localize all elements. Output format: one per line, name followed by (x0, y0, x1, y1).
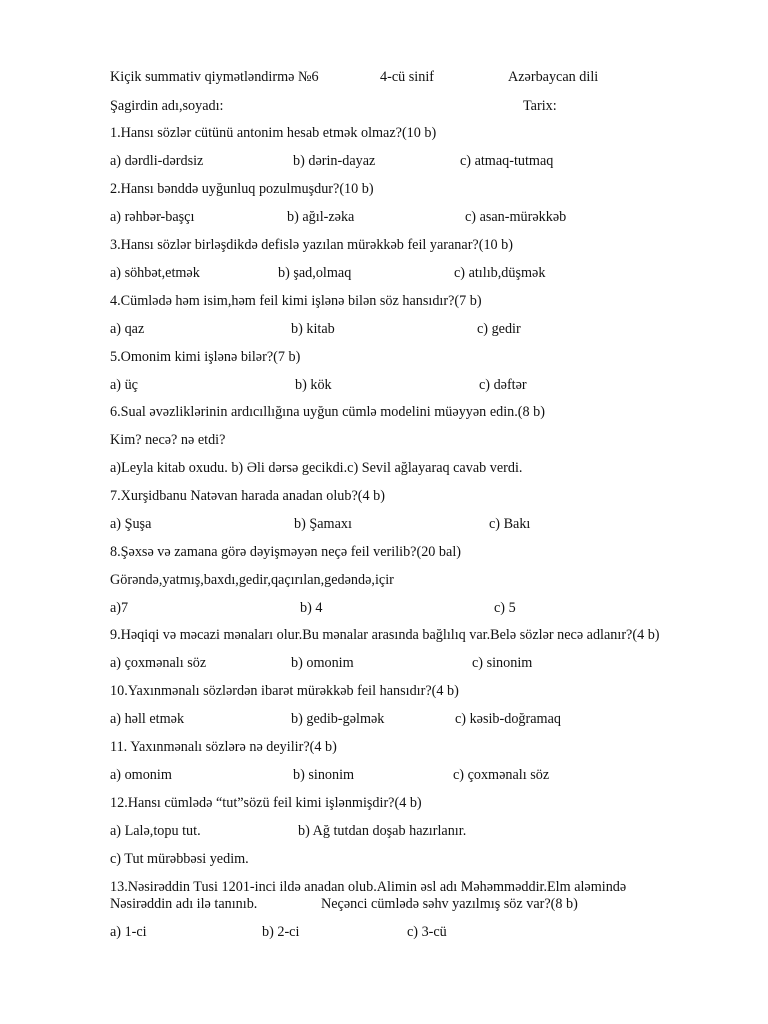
option-a: a) dərdli-dərdsiz (110, 153, 204, 169)
option-a: a) Lalə,topu tut. (110, 823, 201, 839)
option-a: a) çoxmənalı söz (110, 655, 207, 671)
grade-label: 4-cü sinif (380, 69, 434, 85)
option-c: c) atılıb,düşmək (454, 265, 546, 281)
question-6-model: Kim? necə? nə etdi? (110, 432, 226, 448)
question-4: 4.Cümlədə həm isim,həm feil kimi işlənə bilən söz hansıdır?(7 b) (110, 293, 482, 309)
option-a: a) omonim (110, 767, 172, 783)
option-a: a) rəhbər-başçı (110, 209, 195, 225)
question-1: 1.Hansı sözlər cütünü antonim hesab etmək olmaz?(10 b) (110, 125, 437, 141)
student-name-label: Şagirdin adı,soyadı: (110, 98, 224, 114)
option-c: c) dəftər (479, 377, 527, 393)
option-b: b) ağıl-zəka (287, 209, 355, 225)
option-c: c) asan-mürəkkəb (465, 209, 567, 225)
option-c: c) sinonim (472, 655, 533, 671)
option-a: a) söhbət,etmək (110, 265, 200, 281)
option-a: a) həll etmək (110, 711, 185, 727)
worksheet-title: Kiçik summativ qiymətləndirmə №6 (110, 69, 319, 85)
option-c: c) Bakı (489, 516, 531, 532)
date-label: Tarix: (523, 98, 557, 114)
question-12: 12.Hansı cümlədə “tut”sözü feil kimi işlənmişdir?(4 b) (110, 795, 422, 811)
option-c: c) Tut mürəbbəsi yedim. (110, 851, 249, 867)
question-13-line-1: 13.Nəsirəddin Tusi 1201-inci ildə anadan olub.Alimin əsl adı Məhəmməddir.Elm aləmində (110, 879, 627, 895)
option-b: b) kitab (291, 321, 335, 337)
question-13-part-a: Nəsirəddin adı ilə tanınıb. (110, 896, 258, 912)
question-6: 6.Sual əvəzliklərinin ardıcıllığına uyğun cümlə modelini müəyyən edin.(8 b) (110, 404, 545, 420)
option-c: c) 5 (494, 600, 516, 616)
option-b: b) 2-ci (262, 924, 300, 940)
option-b: b) Şamaxı (294, 516, 352, 532)
option-c: c) atmaq-tutmaq (460, 153, 554, 169)
option-a: a) Şuşa (110, 516, 152, 532)
option-b: b) Ağ tutdan doşab hazırlanır. (298, 823, 467, 839)
option-c: c) gedir (477, 321, 521, 337)
question-3: 3.Hansı sözlər birləşdikdə defislə yazılan mürəkkəb feil yaranar?(10 b) (110, 237, 513, 253)
question-13-part-b: Neçənci cümlədə səhv yazılmış söz var?(8 b) (321, 896, 578, 912)
question-8: 8.Şəxsə və zamana görə dəyişməyən neçə feil verilib?(20 bal) (110, 544, 461, 560)
question-13-line-2 (110, 895, 257, 913)
option-c: c) çoxmənalı söz (453, 767, 550, 783)
question-2: 2.Hansı bənddə uyğunluq pozulmuşdur?(10 b) (110, 181, 374, 197)
option-b: b) kök (295, 377, 332, 393)
question-10: 10.Yaxınmənalı sözlərdən ibarət mürəkkəb feil hansıdır?(4 b) (110, 683, 459, 699)
option-b: b) sinonim (293, 767, 355, 783)
option-a: a) üç (110, 377, 138, 393)
question-9: 9.Həqiqi və məcazi mənaları olur.Bu mənalar arasında bağlılıq var.Belə sözlər necə adlanır?(4 b) (110, 627, 660, 643)
question-7: 7.Xurşidbanu Natəvan harada anadan olub?(4 b) (110, 488, 385, 504)
option-b: b) gedib-gəlmək (291, 711, 385, 727)
option-b: b) şad,olmaq (278, 265, 352, 281)
question-8-words: Görəndə,yatmış,baxdı,gedir,qaçırılan,gedəndə,içir (110, 572, 394, 588)
option-c: c) kəsib-doğramaq (455, 711, 561, 727)
option-c: c) 3-cü (407, 924, 447, 940)
header-row (110, 68, 319, 86)
option-a: a) qaz (110, 321, 145, 337)
option-b: b) dərin-dayaz (293, 153, 376, 169)
subject-label: Azərbaycan dili (508, 69, 599, 85)
option-b: b) omonim (291, 655, 354, 671)
option-a: a)7 (110, 600, 129, 616)
option-b: b) 4 (300, 600, 323, 616)
question-5: 5.Omonim kimi işlənə bilər?(7 b) (110, 349, 301, 365)
option-a: a) 1-ci (110, 924, 147, 940)
question-6-options: a)Leyla kitab oxudu. b) Əli dərsə gecikdi.c) Sevil ağlayaraq cavab verdi. (110, 460, 523, 476)
question-11: 11. Yaxınmənalı sözlərə nə deyilir?(4 b) (110, 739, 337, 755)
